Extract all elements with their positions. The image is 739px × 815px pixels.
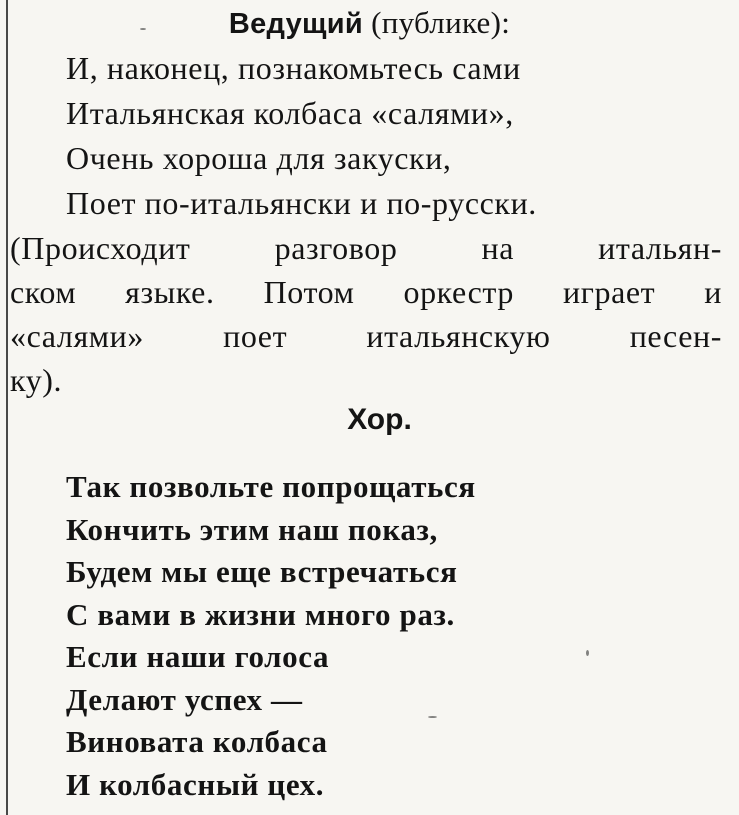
word: разговор [274, 230, 398, 266]
word: ку). [10, 362, 63, 398]
verse-line: Очень хороша для закуски, [66, 140, 452, 176]
verse-line: Делают успех — [66, 681, 303, 717]
verse-line: Если наши голоса [66, 639, 330, 674]
word: поет [223, 318, 288, 354]
verse-line: Итальянская колбаса «салями», [66, 95, 514, 131]
verse-line: С вами в жизни много раз. [66, 596, 455, 632]
stage-direction-line [10, 226, 722, 270]
word: на [481, 230, 515, 266]
speaker-aside: (публике): [371, 5, 511, 40]
word: ском [10, 274, 77, 310]
verse-line: Будем мы еще встречаться [66, 554, 458, 589]
verse-line: Поет по-итальянски и по-русски. [66, 185, 537, 221]
verse-line: И колбасный цех. [66, 766, 325, 802]
word: итальян- [598, 230, 722, 266]
word: песен- [629, 318, 722, 354]
speaker-name: Ведущий [228, 8, 364, 40]
verse-1 [66, 46, 726, 226]
word: итальянскую [366, 318, 551, 354]
word: «салями» [10, 318, 144, 354]
chorus-heading: Хор. [347, 403, 412, 436]
verse-line: Виновата колбаса [66, 724, 328, 759]
verse-line: И, наконец, познакомьтесь сами [66, 50, 521, 86]
verse-line: Так позвольте попрощаться [66, 469, 476, 504]
stage-direction [10, 226, 722, 402]
stage-direction-line [10, 314, 722, 358]
word: Потом [263, 274, 355, 310]
verse-line: Кончить этим наш показ, [66, 511, 438, 547]
stage-direction-line [10, 358, 722, 402]
word: языке. [125, 274, 215, 310]
verse-2 [66, 466, 686, 806]
word: (Происходит [10, 230, 191, 266]
word: играет [563, 274, 656, 310]
speaker-heading [0, 4, 739, 43]
ink-speck [140, 28, 146, 30]
ink-speck [428, 716, 437, 718]
word: оркестр [403, 274, 515, 310]
word: и [704, 274, 722, 310]
stage-direction-line [10, 270, 722, 314]
ink-speck [586, 650, 589, 656]
